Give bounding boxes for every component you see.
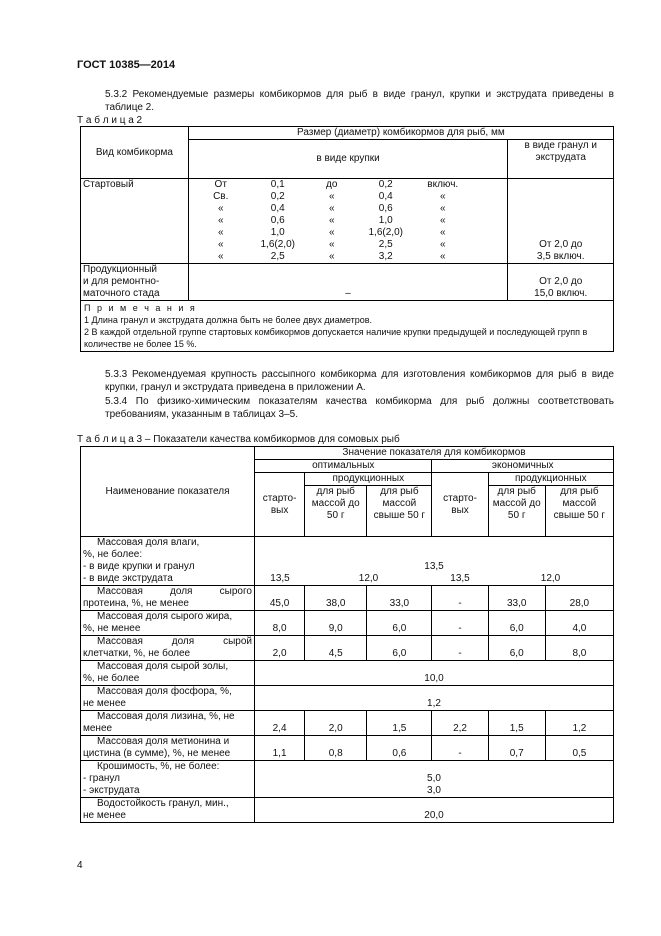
table2-caption: Т а б л и ц а 2 [77, 115, 143, 126]
t3-cell: 1,2 [255, 686, 614, 711]
t3-row-fat-label: Массовая доля сырого жира, %, не менее [81, 611, 255, 636]
paragraph-5-3-2: 5.3.2 Рекомендуемые размеры комбикормов для рыб в виде гранул, крупки и экструдата приведены в таблице 2. [105, 89, 614, 113]
t3-cell: 8,0 [255, 611, 305, 636]
t3-cell: 8,0 [545, 636, 613, 661]
t3-cell: 1,1 [255, 736, 305, 761]
t2-note-1: 1 Длина гранул и экструдата должна быть не более двух диаметров. [84, 315, 373, 325]
t3-header-opt: оптимальных [255, 460, 432, 473]
t2-starter-row: « 0,6 « 1,0 « [217, 215, 446, 226]
t2-notes-title: П р и м е ч а н и я [84, 303, 197, 313]
t3-header-value: Значение показателя для комбикормов [255, 447, 614, 460]
t3-cell: 1,2 [545, 711, 613, 736]
table-3 [80, 446, 614, 823]
table-2 [80, 126, 614, 352]
t3-header-econ: экономичных [432, 460, 614, 473]
t2-prod-label: Продукционный и для ремонтно- маточного стада [81, 264, 189, 301]
page-number: 4 [77, 860, 83, 871]
t3-cell: 2,4 [255, 711, 305, 736]
t3-cell: 0,6 [367, 736, 432, 761]
t3-row-crumbling-label: Крошимость, %, не более: - гранул - экструдата [81, 761, 255, 798]
doc-header: ГОСТ 10385—2014 [77, 59, 176, 71]
t3-header-prod-econ: продукционных [488, 473, 613, 486]
t2-starter-row: « 0,4 « 0,6 « [217, 203, 446, 214]
t3-moisture-v1: 13,5 [424, 561, 444, 572]
t3-cell: 1,5 [367, 711, 432, 736]
t3-cell: - [432, 586, 488, 611]
t2-starter-label: Стартовый [81, 179, 189, 264]
t3-cell: 45,0 [255, 586, 305, 611]
t3-cell: 0,7 [488, 736, 545, 761]
t3-row-ash-label: Массовая доля сырой золы, %, не более [81, 661, 255, 686]
t3-cell: 6,0 [367, 636, 432, 661]
t3-row-lysine-label: Массовая доля лизина, %, не менее [81, 711, 255, 736]
t3-header-start-econ: старто-вых [432, 473, 488, 537]
table3-caption: Т а б л и ц а 3 – Показатели качества комбикормов для сомовых рыб [77, 434, 400, 445]
t3-header-name: Наименование показателя [81, 447, 255, 537]
t3-row-water-label: Водостойкость гранул, мин., не менее [81, 798, 255, 823]
t3-cell: 33,0 [488, 586, 545, 611]
t2-note-2: 2 В каждой отдельной группе стартовых комбикормов допускается наличие крупки предыдущей и последующей групп в количестве не более 15 %. [84, 327, 588, 349]
t3-cell: 6,0 [488, 611, 545, 636]
t3-row-moisture-values [255, 537, 614, 586]
t3-row-protein-label: Массовая доля сырого протеина, %, не менее [81, 586, 255, 611]
t3-header-gt50: для рыб массой свыше 50 г [367, 486, 432, 537]
t2-header-krupka: в виде крупки [188, 140, 508, 179]
t3-cell: 0,5 [545, 736, 613, 761]
t2-header-size: Размер (диаметр) комбикормов для рыб, мм [188, 127, 613, 140]
t3-header-start-opt: старто-вых [255, 473, 305, 537]
t3-cell: 6,0 [367, 611, 432, 636]
t2-header-kind: Вид комбикорма [81, 127, 189, 179]
t2-starter-row: От 0,1 до 0,2 включ. [214, 179, 459, 190]
t3-cell: 2,2 [432, 711, 488, 736]
t2-starter-granul: От 2,0 до 3,5 включ. [508, 179, 614, 264]
t3-cell: 28,0 [545, 586, 613, 611]
t2-starter-row: Св. 0,2 « 0,4 « [213, 191, 446, 202]
t3-cell: 4,0 [545, 611, 613, 636]
t3-header-lt50: для рыб массой до 50 г [488, 486, 545, 537]
t3-row-fiber-label: Массовая доля сырой клетчатки, %, не более [81, 636, 255, 661]
t2-prod-granul: От 2,0 до 15,0 включ. [508, 264, 614, 301]
t3-cell: 38,0 [305, 586, 367, 611]
t3-cell: - [432, 636, 488, 661]
t3-cell: - [432, 736, 488, 761]
t3-cell: 2,0 [255, 636, 305, 661]
t2-starter-row: « 2,5 « 3,2 « [217, 251, 446, 262]
t3-cell: 2,0 [305, 711, 367, 736]
paragraph-5-3-3: 5.3.3 Рекомендуемая крупность рассыпного комбикорма для изготовления комбикормов для рыб в виде крупки, гранул и экструдата приведена в приложении А. [105, 369, 614, 393]
t3-header-lt50: для рыб массой до 50 г [305, 486, 367, 537]
t3-cell: 6,0 [488, 636, 545, 661]
t3-row-moisture-label: Массовая доля влаги, %, не более: - в виде крупки и гранул - в виде экструдата [81, 537, 255, 586]
t3-row-methionine-label: Массовая доля метионина и цистина (в сумме), %, не менее [81, 736, 255, 761]
t2-starter-row: « 1,6(2,0) « 2,5 « [217, 239, 446, 250]
t2-starter-values [188, 179, 508, 264]
t3-cell: 4,5 [305, 636, 367, 661]
t3-crumbling-values: 5,0 3,0 [255, 761, 614, 798]
t2-prod-krupka: – [188, 264, 508, 301]
t2-header-granul: в виде гранул и экструдата [508, 140, 614, 179]
t2-notes [81, 301, 614, 352]
t3-cell: 20,0 [255, 798, 614, 823]
t2-starter-row: « 1,0 « 1,6(2,0) « [217, 227, 446, 238]
t3-cell: 9,0 [305, 611, 367, 636]
t3-cell: 33,0 [367, 586, 432, 611]
t3-cell: 0,8 [305, 736, 367, 761]
t3-moisture-v2: 13,5 12,0 13,5 12,0 [270, 573, 561, 584]
t3-cell: - [432, 611, 488, 636]
t3-header-gt50: для рыб массой свыше 50 г [545, 486, 613, 537]
paragraph-5-3-4: 5.3.4 По физико-химическим показателям качества комбикорма для рыб должны соответствовать требованиям, указанным в таблицах 3–5. [105, 396, 614, 420]
t3-cell: 10,0 [255, 661, 614, 686]
t3-row-phosphorus-label: Массовая доля фосфора, %, не менее [81, 686, 255, 711]
t3-header-prod-opt: продукционных [305, 473, 432, 486]
t3-cell: 1,5 [488, 711, 545, 736]
